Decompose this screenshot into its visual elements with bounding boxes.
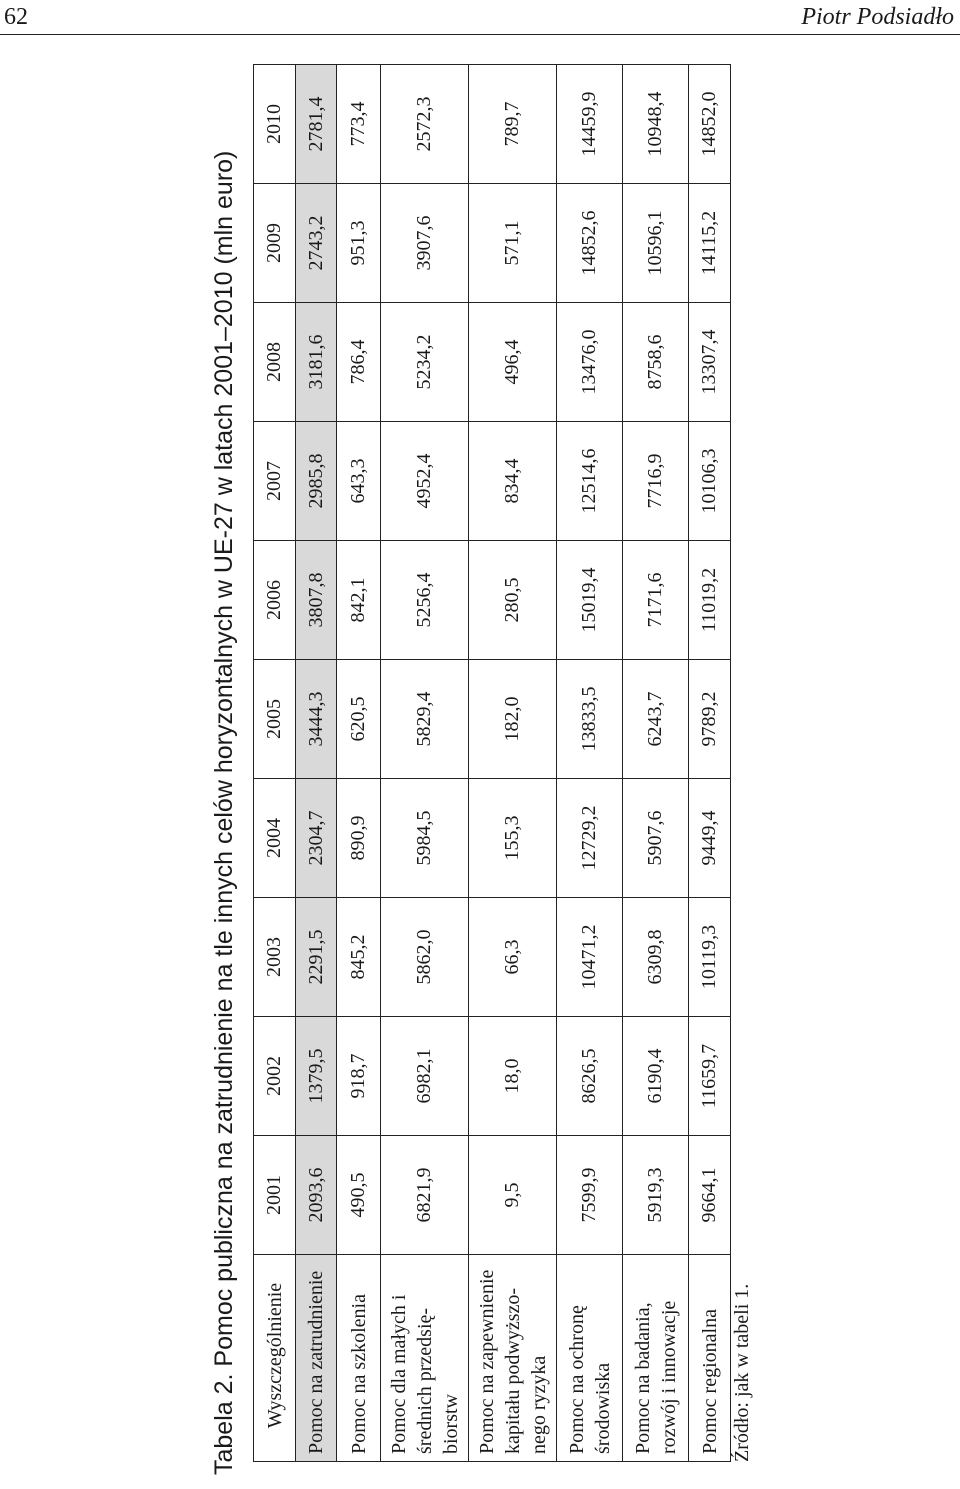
table-cell: 951,3	[337, 184, 381, 303]
table-row	[381, 65, 469, 1462]
table-cell: 11019,2	[689, 541, 731, 660]
table-cell: 10471,2	[557, 898, 623, 1017]
table-cell: 3907,6	[381, 184, 469, 303]
page-header	[0, 0, 960, 40]
table-row	[623, 65, 689, 1462]
table-cell: 643,3	[337, 422, 381, 541]
table-cell: 155,3	[469, 779, 557, 898]
table-caption: Tabela 2. Pomoc publiczna na zatrudnienie na tle innych celów horyzontalnych w UE-27 w latach 2001–2010 (mln euro)	[210, 150, 238, 1475]
table-cell: 2093,6	[296, 1136, 337, 1255]
page-number: 62	[4, 4, 28, 30]
table-row	[469, 65, 557, 1462]
table-cell: 2781,4	[296, 65, 337, 184]
table-cell: 14459,9	[557, 65, 623, 184]
year-header: 2002	[254, 1017, 296, 1136]
table-cell: 66,3	[469, 898, 557, 1017]
table-cell: 6982,1	[381, 1017, 469, 1136]
table-cell: 5256,4	[381, 541, 469, 660]
table-cell: 13476,0	[557, 303, 623, 422]
label-column-header: Wyszczególnienie	[254, 1255, 296, 1462]
table-cell: 845,2	[337, 898, 381, 1017]
table-cell: 571,1	[469, 184, 557, 303]
table-cell: 8758,6	[623, 303, 689, 422]
table-row	[337, 65, 381, 1462]
table-cell: 280,5	[469, 541, 557, 660]
source-note: Źródło: jak w tabeli 1.	[731, 1283, 753, 1462]
table-cell: 6190,4	[623, 1017, 689, 1136]
header-row	[254, 65, 296, 1462]
table-cell: 890,9	[337, 779, 381, 898]
table-cell: 9,5	[469, 1136, 557, 1255]
table-cell: 2304,7	[296, 779, 337, 898]
year-header: 2007	[254, 422, 296, 541]
header-rule	[0, 34, 960, 35]
table-cell: 5984,5	[381, 779, 469, 898]
table-cell: 5907,6	[623, 779, 689, 898]
table-cell: 842,1	[337, 541, 381, 660]
table-body	[296, 65, 731, 1462]
table-cell: 3807,8	[296, 541, 337, 660]
row-label: Pomoc na szkolenia	[337, 1255, 381, 1462]
row-label: Pomoc na badania, rozwój i innowacje	[623, 1255, 689, 1462]
table-cell: 5829,4	[381, 660, 469, 779]
year-header: 2003	[254, 898, 296, 1017]
table-cell: 490,5	[337, 1136, 381, 1255]
year-header: 2005	[254, 660, 296, 779]
table-cell: 10596,1	[623, 184, 689, 303]
table-cell: 834,4	[469, 422, 557, 541]
table-cell: 789,7	[469, 65, 557, 184]
table-cell: 13833,5	[557, 660, 623, 779]
table-cell: 620,5	[337, 660, 381, 779]
table-cell: 7599,9	[557, 1136, 623, 1255]
table-cell: 5862,0	[381, 898, 469, 1017]
table-cell: 2572,3	[381, 65, 469, 184]
table-cell: 5234,2	[381, 303, 469, 422]
table-cell: 10948,4	[623, 65, 689, 184]
year-header: 2001	[254, 1136, 296, 1255]
table-cell: 496,4	[469, 303, 557, 422]
year-header: 2010	[254, 65, 296, 184]
table-cell: 14852,0	[689, 65, 731, 184]
table-cell: 2743,2	[296, 184, 337, 303]
rotated-table-block	[205, 65, 765, 1475]
table-cell: 4952,4	[381, 422, 469, 541]
table-cell: 1379,5	[296, 1017, 337, 1136]
table-cell: 12514,6	[557, 422, 623, 541]
table-row	[557, 65, 623, 1462]
table-cell: 14852,6	[557, 184, 623, 303]
row-label: Pomoc dla małych i średnich przedsię-biorstw	[381, 1255, 469, 1462]
table-row	[689, 65, 731, 1462]
year-header: 2004	[254, 779, 296, 898]
year-header: 2006	[254, 541, 296, 660]
year-header: 2008	[254, 303, 296, 422]
row-label: Pomoc na ochronę środowiska	[557, 1255, 623, 1462]
table-cell: 2291,5	[296, 898, 337, 1017]
table-cell: 14115,2	[689, 184, 731, 303]
table-cell: 9664,1	[689, 1136, 731, 1255]
table-cell: 15019,4	[557, 541, 623, 660]
table-cell: 182,0	[469, 660, 557, 779]
table-cell: 9449,4	[689, 779, 731, 898]
table-cell: 786,4	[337, 303, 381, 422]
table-cell: 6309,8	[623, 898, 689, 1017]
table-cell: 2985,8	[296, 422, 337, 541]
table-row	[296, 65, 337, 1462]
row-label: Pomoc regionalna	[689, 1255, 731, 1462]
table-cell: 10119,3	[689, 898, 731, 1017]
table-cell: 12729,2	[557, 779, 623, 898]
row-label: Pomoc na zatrudnienie	[296, 1255, 337, 1462]
table-cell: 6243,7	[623, 660, 689, 779]
table-cell: 918,7	[337, 1017, 381, 1136]
page-author: Piotr Podsiadło	[801, 4, 954, 30]
table-cell: 3181,6	[296, 303, 337, 422]
table-cell: 3444,3	[296, 660, 337, 779]
table-cell: 10106,3	[689, 422, 731, 541]
table-cell: 7716,9	[623, 422, 689, 541]
table-cell: 18,0	[469, 1017, 557, 1136]
table-cell: 13307,4	[689, 303, 731, 422]
table-cell: 7171,6	[623, 541, 689, 660]
table-cell: 9789,2	[689, 660, 731, 779]
row-label: Pomoc na zapewnienie kapitału podwyższo-nego ryzyka	[469, 1255, 557, 1462]
table-cell: 11659,7	[689, 1017, 731, 1136]
table-cell: 773,4	[337, 65, 381, 184]
year-header: 2009	[254, 184, 296, 303]
table-cell: 8626,5	[557, 1017, 623, 1136]
table-cell: 5919,3	[623, 1136, 689, 1255]
table-cell: 6821,9	[381, 1136, 469, 1255]
data-table	[253, 64, 731, 1462]
